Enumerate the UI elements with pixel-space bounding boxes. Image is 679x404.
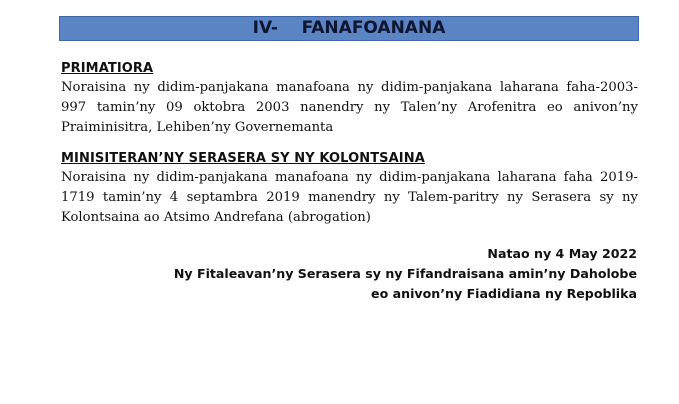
document-content — [61, 60, 638, 240]
section-ministry — [61, 150, 638, 228]
signature-block — [174, 244, 637, 304]
signature-date: Natao ny 4 May 2022 — [487, 246, 637, 261]
signature-office: Ny Fitaleavan’ny Serasera sy ny Fifandraisana amin’ny Daholobe — [173, 266, 637, 281]
section-body: Noraisina ny didim-panjakana manafoana ny didim-panjakana laharana faha-2003-997 tamin’ny 09 oktobra 2003 nanendry ny Talen’ny Arofenitra eo anivon’ny Praiminisitra, Lehiben’ny Governemanta — [61, 80, 638, 135]
section-body: Noraisina ny didim-panjakana manafoana ny didim-panjakana laharana faha 2019-1719 tamin’ny 4 septambra 2019 manendry ny Talem-paritry ny Serasera sy ny Kolontsaina ao Atsimo Andrefana (abrogation) — [61, 170, 638, 225]
signature-location: eo anivon’ny Fiadidiana ny Repoblika — [371, 286, 637, 301]
section-banner: IV- FANAFOANANA — [59, 16, 639, 41]
section-title: MINISITERAN’NY SERASERA SY NY KOLONTSAINA — [61, 151, 425, 166]
section-primatiora — [61, 60, 638, 138]
section-title: PRIMATIORA — [61, 61, 154, 76]
